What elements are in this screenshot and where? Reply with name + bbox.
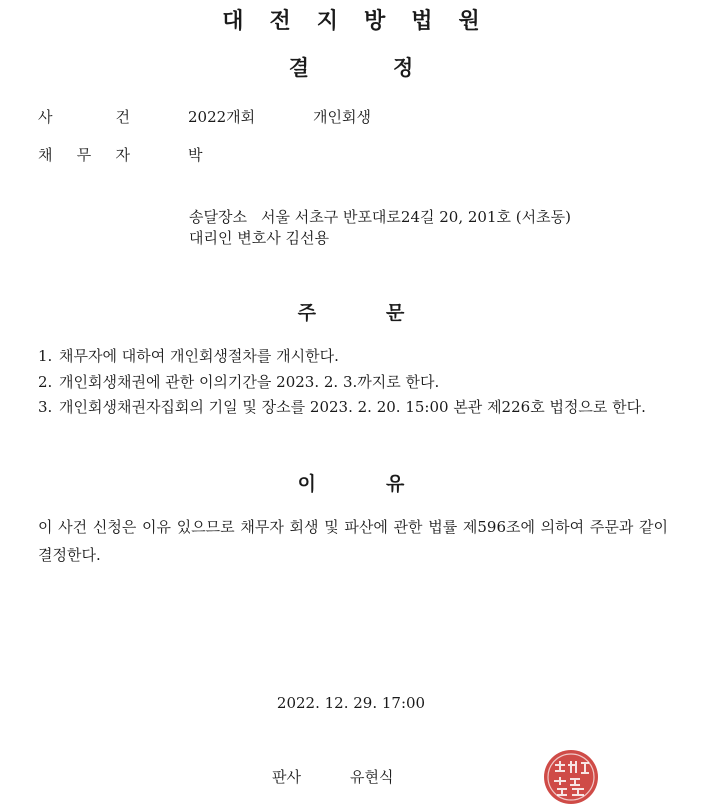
debtor-label: 채 무 자 [38,146,130,164]
service-address-label: 송달장소 [189,208,247,226]
debtor-name: 박 [188,146,203,164]
document-title-right: 정 [393,56,414,80]
case-label: 사 건 [38,108,130,126]
judge-name: 유현식 [350,768,394,786]
court-name: 대전지방법원 [222,9,506,34]
order-item: 2. 개인회생채권에 관한 이의기간을 2023. 2. 3.까지로 한다. [38,372,440,391]
order-list [38,344,668,421]
service-address [189,207,571,227]
judge-title: 판사 [272,768,301,786]
order-item: 3. 개인회생채권자집회의 기일 및 장소를 2023. 2. 20. 15:00 본관 제226호 법정으로 한다. [38,398,646,416]
reason-text: 이 사건 신청은 이유 있으므로 채무자 회생 및 파산에 관한 법률 제596조에 의하여 주문과 같이 결정한다. [38,518,668,564]
decision-date: 2022. 12. 29. 17:00 [276,694,426,712]
case-name: 개인회생 [313,108,371,126]
reason-heading: 이 유 [297,473,405,495]
case-number: 2022개회 [188,108,256,126]
document-title [0,52,702,82]
service-address-value: 서울 서초구 반포대로24길 20, 201호 (서초동) [260,208,571,226]
document-title-left: 결 [288,56,309,80]
judge-signature-line [272,766,393,787]
order-item: 1. 채무자에 대하여 개인회생절차를 개시한다. [38,347,339,365]
judge-seal-stamp [541,747,601,807]
legal-agent: 대리인 변호사 김선용 [189,229,329,247]
order-heading: 주 문 [297,302,405,324]
